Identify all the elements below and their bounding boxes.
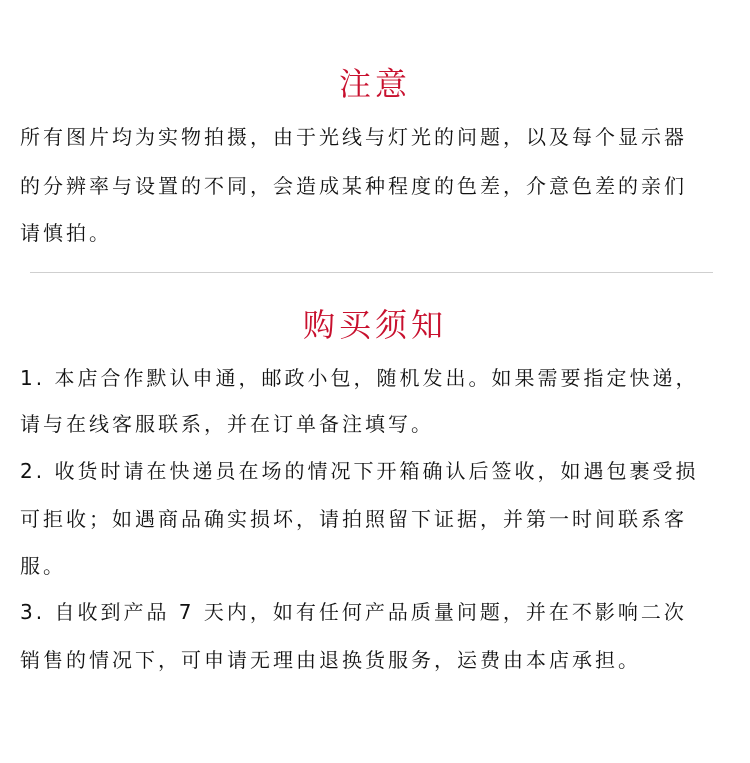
purchase-line-4: 可拒收；如遇商品确实损坏，请拍照留下证据，并第一时间联系客 <box>20 507 687 531</box>
notice-line-3: 请慎拍。 <box>20 221 112 245</box>
purchase-line-7: 销售的情况下，可申请无理由退换货服务，运费由本店承担。 <box>20 648 641 672</box>
purchase-line-5: 服。 <box>20 554 66 578</box>
purchase-line-1: 1. 本店合作默认申通，邮政小包，随机发出。如果需要指定快递， <box>20 366 699 390</box>
notice-line-2: 的分辨率与设置的不同，会造成某种程度的色差，介意色差的亲们 <box>20 174 687 198</box>
purchase-line-2: 请与在线客服联系，并在订单备注填写。 <box>20 412 434 436</box>
notice-title: 注意 <box>338 65 411 103</box>
purchase-title: 购买须知 <box>302 306 447 344</box>
purchase-line-3: 2. 收货时请在快递员在场的情况下开箱确认后签收，如遇包裹受损 <box>20 459 699 483</box>
notice-line-1: 所有图片均为实物拍摄，由于光线与灯光的问题，以及每个显示器 <box>20 125 687 149</box>
section-divider <box>30 272 713 273</box>
purchase-line-6: 3. 自收到产品 7 天内，如有任何产品质量问题，并在不影响二次 <box>20 600 687 624</box>
